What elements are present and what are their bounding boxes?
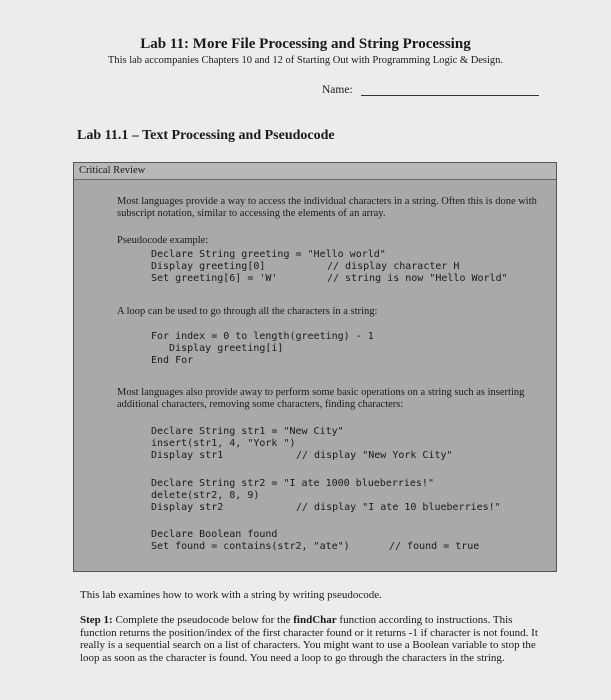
ops-code-block-1 [151,426,551,464]
code-line: End For [151,355,194,366]
ops-code-block-2 [151,478,551,516]
step1-paragraph [80,614,550,664]
example-code-block [151,249,551,289]
code-line: Display str1 [151,450,224,461]
code-line: Set greeting[6] = 'W' [151,273,278,284]
code-comment: // display "New York City" [296,450,453,461]
critical-review-box [73,162,557,572]
ops-code-block-3 [151,529,551,555]
code-line: For index = 0 to length(greeting) - 1 [151,331,374,342]
section-heading: Lab 11.1 – Text Processing and Pseudocode [77,128,335,143]
code-line: Declare String str2 = "I ate 1000 blueberries!" [151,478,434,489]
review-intro-text: Most languages provide a way to access the individual characters in a string. Often this is done with subscript notation, similar to accessing the elements of an array. [117,196,537,219]
name-blank-line[interactable] [361,85,539,96]
loop-code-block [151,331,531,369]
code-line: Set found = contains(str2, "ate") [151,541,350,552]
code-comment: // display character H [327,261,460,272]
step1-label: Step 1: [80,614,113,626]
code-line: Declare Boolean found [151,529,278,540]
step1-text-before: Complete the pseudocode below for the [112,614,294,626]
code-line: Display greeting[i] [151,343,284,354]
code-comment: // found = true [389,541,480,552]
step1-function-name: findChar [293,614,337,626]
lab-subtitle [0,55,611,66]
step1-text-after: function according to instructions. This function returns the position/index of the first character found or it returns -1 if character is not found. It really is a sequential search on a list of characters. You might want to use a Boolean variable to stop the loop as soon as the character is found. You need a loop to go through the characters in the string. [80,614,538,664]
lab-subtitle-text: This lab accompanies Chapters 10 and 12 of Starting Out with Programming Logic & Design. [107,55,504,66]
code-comment: // display "I ate 10 blueberries!" [296,502,501,513]
name-label: Name: [322,84,353,96]
example-label: Pseudocode example: [117,235,209,246]
code-line: delete(str2, 8, 9) [151,490,260,501]
code-comment: // string is now "Hello World" [327,273,508,284]
lab-title: Lab 11: More File Processing and String Processing [140,36,471,52]
code-line: Display greeting[0] [151,261,266,272]
critical-review-header: Critical Review [74,163,556,180]
code-line: Declare String greeting = "Hello world" [151,249,386,260]
name-field-row [322,84,539,96]
loop-text: A loop can be used to go through all the characters in a string: [117,306,378,317]
code-line: insert(str1, 4, "York ") [151,438,296,449]
code-line: Declare String str1 = "New City" [151,426,344,437]
code-line: Display str2 [151,502,224,513]
ops-text: Most languages also provide away to perform some basic operations on a string such as inserting additional characters, removing some characters, finding characters: [117,387,525,410]
lab-intro-text: This lab examines how to work with a string by writing pseudocode. [80,589,382,601]
